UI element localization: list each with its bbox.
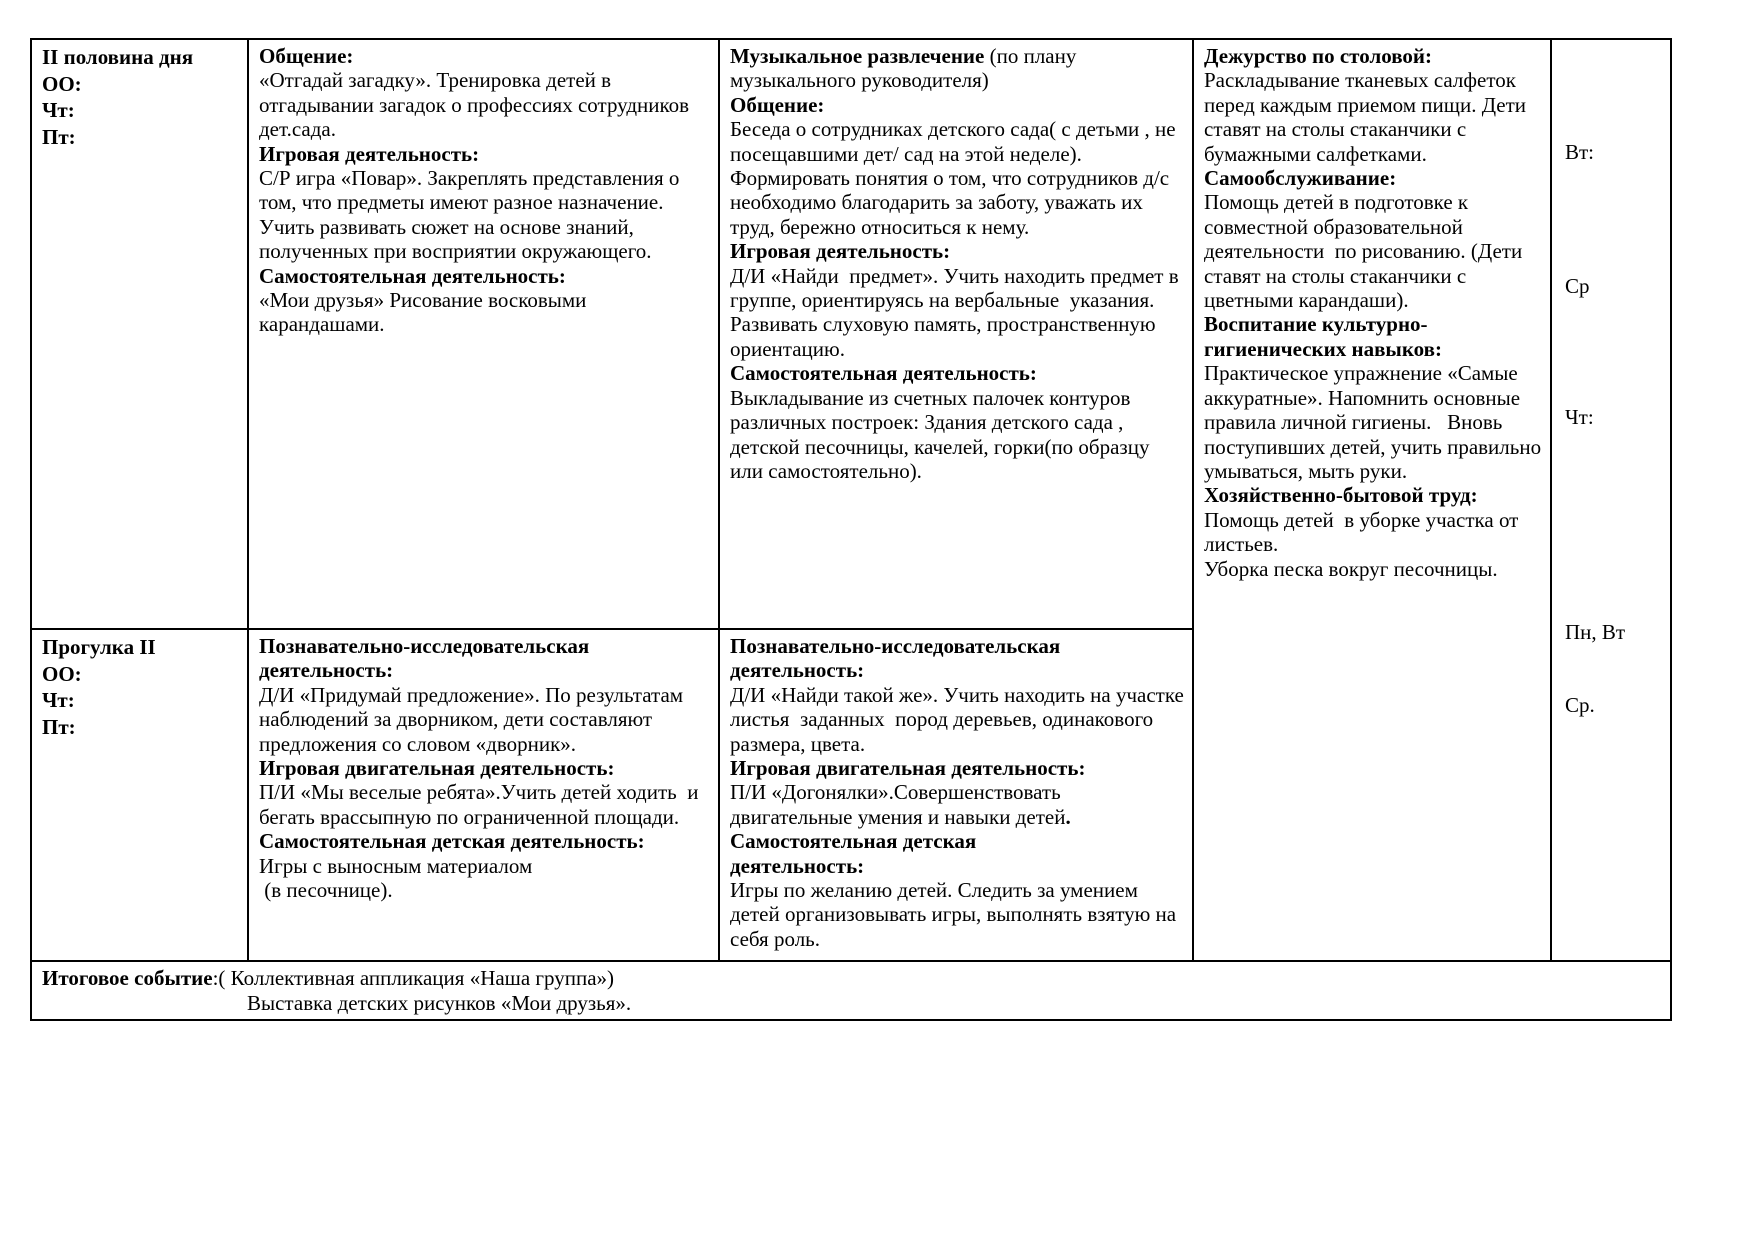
- paragraph: [1204, 44, 1542, 68]
- text-segment: Помощь детей в подготовке к совместной образовательной деятельности по рисованию. (Дети ставят на столы стаканчики с цветными карандаши).: [1204, 190, 1528, 313]
- paragraph: [42, 661, 239, 688]
- text-segment: (в песочнице).: [259, 878, 393, 903]
- text-segment: ОО:: [42, 661, 82, 686]
- text-segment: II половина дня: [42, 45, 194, 69]
- paragraph: [730, 93, 1184, 117]
- paragraph: [42, 44, 239, 71]
- paragraph: [259, 829, 710, 853]
- paragraph: [259, 854, 710, 878]
- text-segment: (по плану музыкального руководителя): [730, 44, 1082, 93]
- cell-afternoon-activities-2: [719, 39, 1193, 629]
- paragraph: [42, 634, 239, 661]
- cell-walk2-activities-2: [719, 629, 1193, 961]
- text-segment: Чт:: [42, 688, 75, 712]
- paragraph: [42, 687, 239, 714]
- paragraph: [259, 142, 710, 166]
- paragraph: [730, 878, 1184, 951]
- text-segment: Раскладывание тканевых салфеток перед каждым приемом пищи. Дети ставят на столы стаканчики с бумажными салфетками.: [1204, 68, 1532, 166]
- text-segment: деятельность:: [730, 658, 865, 683]
- paragraph: [1204, 483, 1542, 507]
- final-event-label: Итоговое событие: [42, 966, 213, 990]
- cell-weekday-marks: [1551, 39, 1671, 961]
- weekday-label: Ср.: [1565, 693, 1595, 717]
- text-segment: Воспитание культурно-гигиенических навыков:: [1204, 312, 1442, 361]
- paragraph: [259, 683, 710, 756]
- paragraph: [42, 124, 239, 151]
- text-segment: «Отгадай загадку». Тренировка детей в отгадывании загадок о профессиях сотрудников дет.сада.: [259, 68, 695, 142]
- text-segment: Музыкальное развлечение: [730, 44, 985, 68]
- paragraph: [259, 44, 710, 68]
- paragraph: [42, 97, 239, 124]
- paragraph: [730, 44, 1184, 93]
- cell-walk2-period: [31, 629, 248, 961]
- paragraph: [259, 756, 710, 780]
- paragraph: [259, 68, 710, 141]
- text-segment: Хозяйственно-бытовой труд:: [1204, 483, 1478, 508]
- paragraph: [730, 239, 1184, 263]
- text-segment: Чт:: [42, 98, 75, 122]
- paragraph: [259, 878, 710, 902]
- paragraph: [259, 264, 710, 288]
- final-event-line: [42, 966, 1662, 991]
- cell-walk2-activities-1: [248, 629, 719, 961]
- cell-final-event: [31, 961, 1671, 1020]
- text-segment: Самостоятельная детская: [730, 829, 977, 854]
- text-segment: Пт:: [42, 124, 76, 149]
- weekday-label: Чт:: [1565, 405, 1594, 429]
- paragraph: [730, 682, 1195, 756]
- paragraph: [1204, 361, 1547, 483]
- text-segment: Общение:: [730, 92, 825, 117]
- cell-duty-and-selfservice: [1193, 39, 1551, 961]
- paragraph: [259, 780, 710, 829]
- paragraph: [730, 386, 1184, 484]
- text-segment: Беседа о сотрудниках детского сада( с детьми , не посещавшими дет/ сад на этой неделе). Формировать понятия о том, что сотрудников д/с необходимо благодарить за заботу, уважать их труд, бережно относиться к нему.: [730, 117, 1181, 239]
- paragraph: [42, 71, 239, 98]
- text-segment: Общение:: [259, 44, 354, 68]
- cell-afternoon-activities-1: [248, 39, 719, 629]
- text-segment: С/Р игра «Повар». Закреплять представления о том, что предметы имеют разное назначение. Учить развивать сюжет на основе знаний, полученных при восприятии окружающего.: [259, 166, 685, 264]
- text-segment: Д/И «Найди такой же». Учить находить на участке листья заданных пород деревьев, одинакового размера, цвета.: [730, 682, 1195, 756]
- text-segment: Самообслуживание:: [1204, 166, 1397, 191]
- weekday-label: Вт:: [1565, 140, 1595, 164]
- text-segment: Пт:: [42, 714, 76, 739]
- text-segment: Игровая двигательная деятельность:: [730, 756, 1086, 781]
- text-segment: ОО:: [42, 71, 82, 96]
- text-segment: Д/И «Найди предмет». Учить находить предмет в группе, ориентируясь на вербальные указания. Развивать слуховую память, пространственную ориентацию.: [730, 263, 1184, 361]
- paragraph: [730, 117, 1184, 239]
- text-segment: П/И «Догонялки».Совершенствовать двигательные умения и навыки детей: [730, 780, 1066, 829]
- paragraph: [1204, 166, 1542, 190]
- text-segment: «Мои друзья» Рисование восковыми карандашами.: [259, 288, 592, 337]
- text-segment: Помощь детей в уборке участка от листьев.: [1204, 507, 1524, 557]
- text-segment: Выкладывание из счетных палочек контуров различных построек: Здания детского сада , детской песочницы, качелей, горки(по образцу или самостоятельно).: [730, 385, 1155, 483]
- text-segment: Д/И «Придумай предложение». По результатам наблюдений за дворником, дети составляют предложения со словом «дворник».: [259, 682, 689, 756]
- paragraph: [730, 361, 1184, 385]
- paragraph: [730, 780, 1184, 829]
- paragraph: [1204, 312, 1542, 361]
- paragraph: [1204, 190, 1542, 312]
- weekly-plan-table: [30, 38, 1672, 1021]
- weekday-label: Пн, Вт: [1565, 620, 1626, 644]
- text-segment: П/И «Мы веселые ребята».Учить детей ходить и бегать врассыпную по ограниченной площади.: [259, 780, 704, 829]
- paragraph: [730, 829, 1184, 853]
- text-segment: Игровая деятельность:: [259, 141, 480, 166]
- text-segment: Практическое упражнение «Самые аккуратные». Напомнить основные правила личной гигиены. Вновь поступивших детей, учить правильно умываться, мыть руки.: [1204, 361, 1547, 483]
- text-segment: Игровая деятельность:: [730, 239, 951, 264]
- paragraph: [259, 166, 710, 264]
- weekday-label: Ср: [1565, 274, 1590, 298]
- text-segment: Игры по желанию детей. Следить за умением детей организовывать игры, выполнять взятую на себя роль.: [730, 878, 1182, 951]
- paragraph: [259, 288, 710, 337]
- text-segment: деятельность:: [730, 853, 865, 878]
- paragraph: [1204, 68, 1542, 166]
- paragraph: [730, 854, 1184, 878]
- text-segment: Познавательно-исследовательская: [730, 634, 1061, 658]
- text-segment: Самостоятельная деятельность:: [730, 361, 1037, 386]
- paragraph: [730, 634, 1184, 658]
- paragraph: [730, 658, 1184, 682]
- text-segment: Самостоятельная детская деятельность:: [259, 829, 645, 854]
- text-segment: Игровая двигательная деятельность:: [259, 756, 615, 781]
- paragraph: [1204, 508, 1542, 557]
- cell-afternoon-period: [31, 39, 248, 629]
- text-segment: Игры с выносным материалом: [259, 853, 533, 878]
- paragraph: [730, 264, 1184, 362]
- paragraph: [730, 756, 1184, 780]
- text-segment: Уборка песка вокруг песочницы.: [1204, 556, 1498, 581]
- final-event-line2: Выставка детских рисунков «Мои друзья».: [247, 991, 632, 1015]
- text-segment: Дежурство по столовой:: [1204, 44, 1432, 68]
- text-segment: Познавательно-исследовательская деятельность:: [259, 634, 595, 683]
- paragraph: [1204, 557, 1542, 581]
- text-segment: .: [1065, 804, 1071, 829]
- final-event-text: :( Коллективная аппликация «Наша группа»): [212, 966, 615, 990]
- text-segment: Прогулка II: [42, 635, 156, 659]
- paragraph: [259, 634, 710, 683]
- text-segment: Самостоятельная деятельность:: [259, 263, 566, 288]
- paragraph: [42, 714, 239, 741]
